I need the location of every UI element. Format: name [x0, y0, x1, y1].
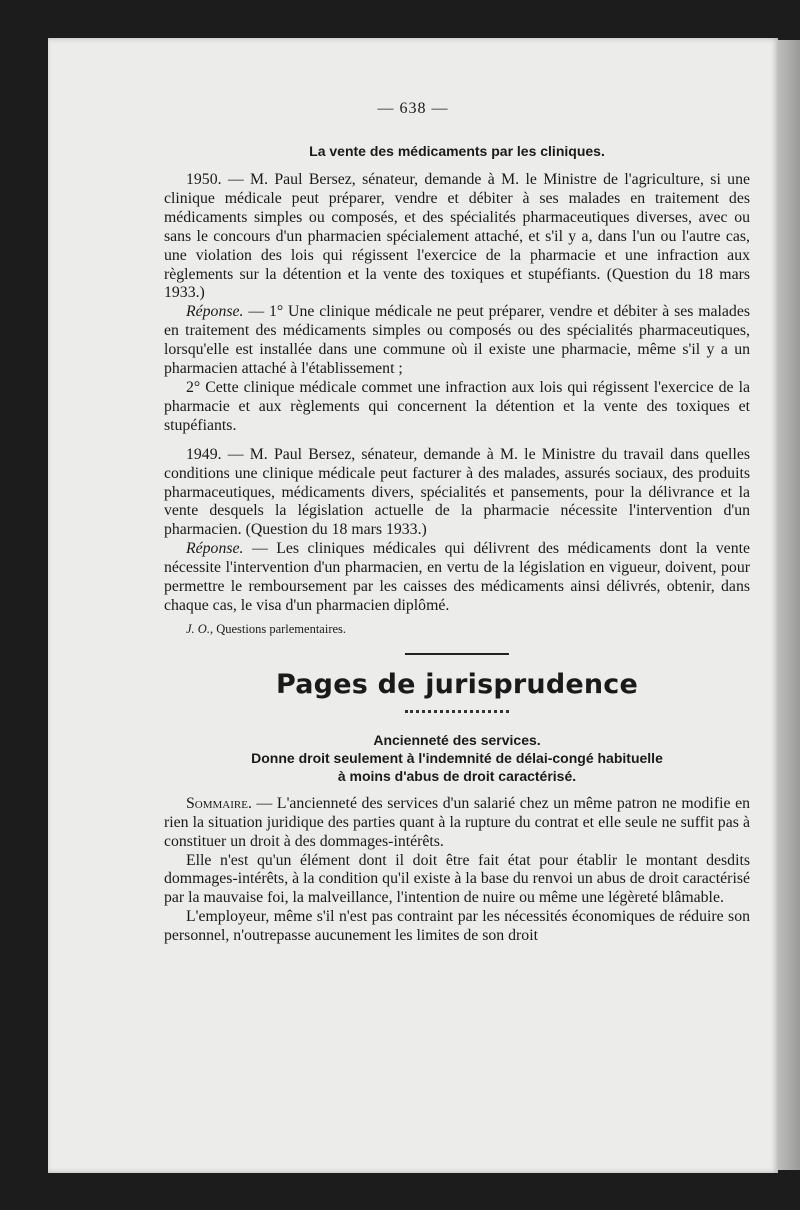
response-1950-point-2: 2° Cette clinique médicale commet une infraction aux lois qui régissent l'exercice de la pharmacie et aux règlements qui concernent la détention et la vente des toxiques et stupéfiants.	[164, 378, 750, 434]
response-1949	[164, 540, 750, 616]
question-1950: 1950. — M. Paul Bersez, sénateur, demande à M. le Ministre de l'agriculture, si une clinique médicale peut préparer, vendre et débiter à ses malades en traitement des médicaments simples ou composés, et des spécialités pharmaceutiques diverses, avec ou sans le concours d'un pharmacien spécialement attaché, et s'il y a, dans l'un ou l'autre cas, une violation des lois qui régissent l'exercice de la pharmacie et une infraction aux règlements sur la détention et la vente des toxiques et stupéfiants. (Question du 18 mars 1933.)	[164, 171, 750, 302]
page-content	[164, 143, 750, 946]
adjacent-page-edge	[778, 40, 800, 1170]
response-label: Réponse.	[186, 303, 244, 321]
source-text: , Questions parlementaires.	[209, 621, 347, 636]
question-1949: 1949. — M. Paul Bersez, sénateur, demande à M. le Ministre du travail dans quelles conditions une clinique médicale peut facturer à des malades, assurés sociaux, des produits pharmaceutiques, médicaments divers, spécialités et pansements, pour la délivrance et la vente desquels la législation actuelle de la pharmacie nécessite l'intervention d'un pharmacien. (Question du 18 mars 1933.)	[164, 445, 750, 539]
heading-underline	[405, 710, 509, 713]
jurisprudence-heading: Pages de jurisprudence	[276, 668, 638, 700]
response-1950	[164, 303, 750, 379]
sommaire-paragraph	[164, 795, 750, 852]
response-text: — Les cliniques médicales qui délivrent des médicaments dont la vente nécessite l'intervention d'un pharmacien, en vertu de la législation en vigueur, doivent, pour permettre le remboursement par les caisses des médicaments ainsi délivrés, obtenir, dans chaque cas, le visa d'un pharmacien diplômé.	[164, 540, 750, 614]
section-divider	[405, 653, 509, 655]
document-page	[48, 38, 778, 1173]
source-citation	[186, 622, 750, 637]
case-subtitle-2: Donne droit seulement à l'indemnité de délai-congé habituelle	[251, 749, 663, 766]
sommaire-label: Sommaire.	[186, 794, 252, 812]
spacer	[164, 436, 750, 446]
case-subtitle-3: à moins d'abus de droit caractérisé.	[337, 767, 577, 784]
spacer	[164, 785, 750, 795]
sommaire-text: — L'ancienneté des services d'un salarié chez un même patron ne modifie en rien la situation juridique des parties quant à la rupture du contrat et elle seule ne suffit pas à constituer un droit à des dommages-intérêts.	[164, 794, 750, 850]
page-number: — 638 —	[377, 100, 449, 117]
source-abbr: J. O.	[186, 621, 210, 636]
section-title: La vente des médicaments par les cliniques.	[309, 143, 605, 159]
body-paragraph-2: Elle n'est qu'un élément dont il doit être fait état pour établir le montant desdits dommages-intérêts, à la condition qu'il existe à la base du renvoi un abus de droit caractérisé par la mauvaise foi, la malveillance, l'intention de nuire ou même une légèreté blâmable.	[164, 851, 750, 907]
body-paragraph-3: L'employeur, même s'il n'est pas contraint par les nécessités économiques de réduire son personnel, n'outrepasse aucunement les limites de son droit	[164, 908, 750, 945]
response-text: — 1° Une clinique médicale ne peut préparer, vendre et débiter à ses malades en traitement des médicaments simples ou composés ou des spécialités pharmaceutiques, lorsqu'elle est installée dans une commune où il existe une pharmacie, même s'il y a un pharmacien attaché à l'établissement ;	[164, 303, 750, 378]
case-subtitle-1: Ancienneté des services.	[373, 731, 541, 748]
response-label: Réponse.	[186, 540, 244, 558]
